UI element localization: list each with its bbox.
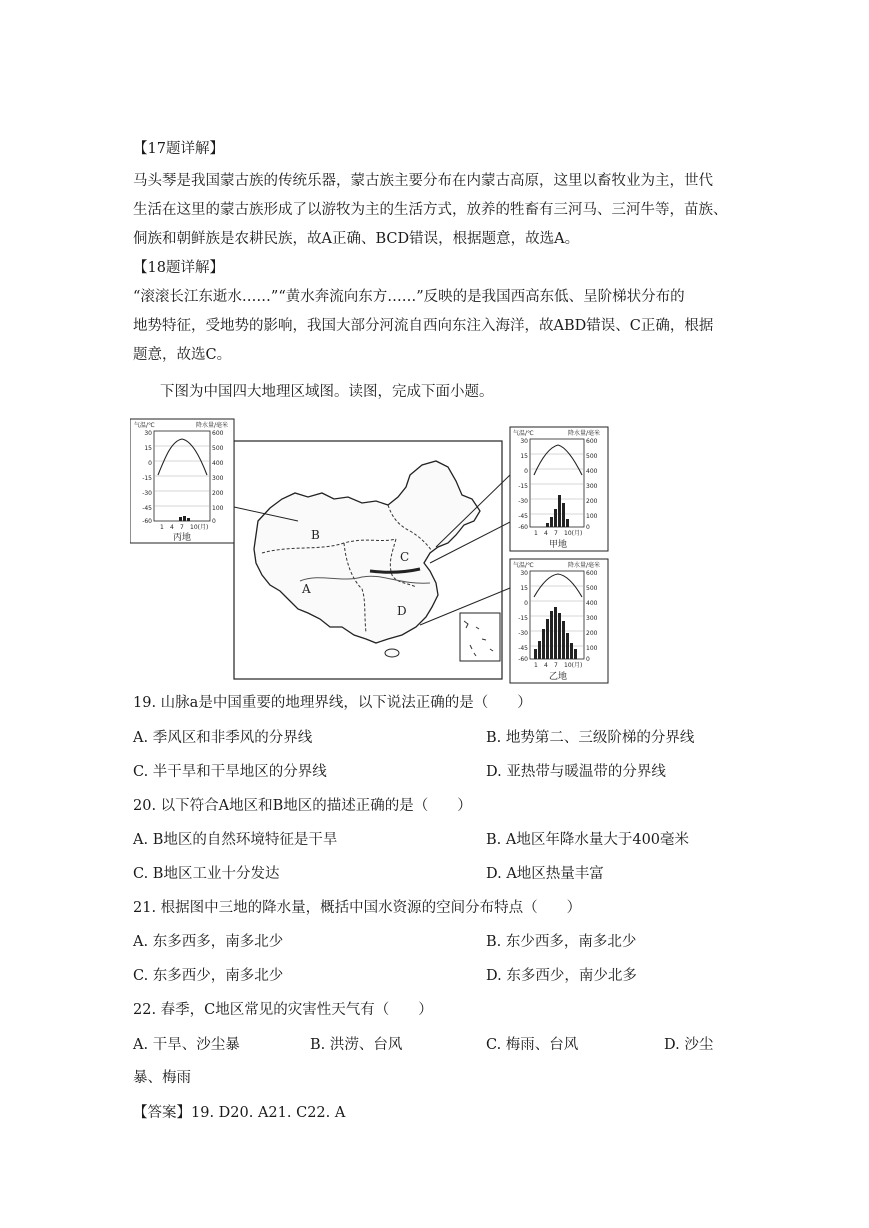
q22-option-c[interactable]: C. 梅雨、台风	[486, 1037, 579, 1053]
svg-text:600: 600	[212, 430, 224, 437]
q19-stem: 19. 山脉a是中国重要的地理界线，以下说法正确的是（ ）	[133, 695, 532, 711]
q21-option-d[interactable]: D. 东多西少，南少北多	[486, 968, 637, 984]
chart-yi-caption: 乙地	[548, 672, 568, 682]
svg-text:400: 400	[212, 460, 224, 467]
svg-text:400: 400	[586, 600, 598, 607]
svg-text:200: 200	[212, 490, 224, 497]
svg-text:30: 30	[520, 570, 528, 577]
svg-text:气温/℃: 气温/℃	[513, 430, 534, 437]
svg-text:7: 7	[180, 524, 184, 531]
svg-text:-60: -60	[142, 518, 152, 525]
q22-option-d-wrap: 暴、梅雨	[133, 1070, 191, 1086]
svg-text:15: 15	[520, 585, 528, 592]
q17-line-2: 生活在这里的蒙古族形成了以游牧为主的生活方式，放养的牲畜有三河马、三河牛等，苗族、	[133, 202, 728, 218]
q20-option-c[interactable]: C. B地区工业十分发达	[133, 866, 280, 882]
q21-stem: 21. 根据图中三地的降水量，概括中国水资源的空间分布特点（ ）	[133, 900, 582, 916]
svg-text:-60: -60	[518, 656, 528, 663]
svg-text:0: 0	[148, 460, 152, 467]
region-label-b: B	[311, 528, 320, 542]
q18-line-2: 地势特征，受地势的影响，我国大部分河流自西向东注入海洋，故ABD错误、C正确，根据	[133, 318, 714, 334]
svg-text:100: 100	[586, 645, 598, 652]
svg-text:降水量/毫米: 降水量/毫米	[568, 562, 601, 569]
svg-text:-15: -15	[142, 475, 152, 482]
svg-text:1: 1	[160, 524, 164, 531]
svg-text:100: 100	[586, 513, 598, 520]
svg-text:1: 1	[534, 662, 538, 669]
q19-option-b[interactable]: B. 地势第二、三级阶梯的分界线	[486, 730, 695, 746]
region-label-c: C	[400, 550, 410, 564]
figure-intro: 下图为中国四大地理区域图。读图，完成下面小题。	[160, 384, 494, 400]
svg-text:降水量/毫米: 降水量/毫米	[568, 430, 601, 437]
climate-chart-bing	[130, 419, 234, 543]
q20-stem: 20. 以下符合A地区和B地区的描述正确的是（ ）	[133, 798, 472, 814]
svg-text:0: 0	[524, 468, 528, 475]
svg-text:气温/℃: 气温/℃	[513, 562, 534, 569]
svg-text:300: 300	[586, 483, 598, 490]
china-regions-figure	[130, 413, 610, 685]
svg-text:500: 500	[586, 585, 598, 592]
q20-option-b[interactable]: B. A地区年降水量大于400毫米	[486, 832, 690, 848]
svg-text:200: 200	[586, 498, 598, 505]
q17-line-3: 侗族和朝鲜族是农耕民族，故A正确、BCD错误，根据题意，故选A。	[133, 231, 580, 247]
q18-line-3: 题意，故选C。	[133, 347, 232, 363]
svg-text:4: 4	[544, 530, 548, 537]
chart-bing-caption: 丙地	[172, 533, 192, 543]
svg-text:-30: -30	[518, 630, 528, 637]
chart-bing-left-title: 气温/℃	[134, 422, 155, 429]
svg-text:10(月): 10(月)	[564, 530, 583, 537]
q17-line-1: 马头琴是我国蒙古族的传统乐器，蒙古族主要分布在内蒙古高原，这里以畜牧业为主，世代	[133, 173, 713, 189]
svg-text:600: 600	[586, 570, 598, 577]
svg-text:-30: -30	[518, 498, 528, 505]
svg-text:10(月): 10(月)	[190, 524, 209, 531]
svg-text:30: 30	[144, 430, 152, 437]
svg-text:400: 400	[586, 468, 598, 475]
svg-text:-15: -15	[518, 483, 528, 490]
region-label-a: A	[302, 582, 311, 596]
q20-option-d[interactable]: D. A地区热量丰富	[486, 866, 604, 882]
q22-option-d[interactable]: D. 沙尘	[664, 1037, 714, 1053]
svg-text:-60: -60	[518, 524, 528, 531]
svg-text:200: 200	[586, 630, 598, 637]
svg-text:500: 500	[586, 453, 598, 460]
q21-option-a[interactable]: A. 东多西多，南多北少	[133, 934, 284, 950]
q18-line-1: “滚滚长江东逝水……”“黄水奔流向东方……”反映的是我国西高东低、呈阶梯状分布的	[133, 289, 685, 305]
chart-jia-caption: 甲地	[548, 540, 568, 550]
svg-text:4: 4	[170, 524, 174, 531]
svg-text:500: 500	[212, 445, 224, 452]
svg-text:600: 600	[586, 438, 598, 445]
svg-text:15: 15	[144, 445, 152, 452]
q19-option-d[interactable]: D. 亚热带与暖温带的分界线	[486, 764, 666, 780]
svg-text:0: 0	[524, 600, 528, 607]
q22-stem: 22. 春季，C地区常见的灾害性天气有（ ）	[133, 1002, 433, 1018]
q21-option-b[interactable]: B. 东少西多，南多北少	[486, 934, 637, 950]
svg-text:-15: -15	[518, 615, 528, 622]
svg-text:0: 0	[212, 518, 216, 525]
q18-header: 【18题详解】	[133, 260, 224, 276]
svg-text:1: 1	[534, 530, 538, 537]
chart-bing-right-title: 降水量/毫米	[196, 422, 229, 429]
climate-chart-yi	[510, 559, 608, 683]
svg-text:-45: -45	[142, 505, 152, 512]
q20-option-a[interactable]: A. B地区的自然环境特征是干旱	[133, 832, 338, 848]
svg-text:0: 0	[586, 524, 590, 531]
svg-text:-45: -45	[518, 645, 528, 652]
svg-text:-30: -30	[142, 490, 152, 497]
q22-option-a[interactable]: A. 干旱、沙尘暴	[133, 1037, 240, 1053]
q21-option-c[interactable]: C. 东多西少，南多北少	[133, 968, 284, 984]
q17-header: 【17题详解】	[133, 141, 224, 157]
svg-text:4: 4	[544, 662, 548, 669]
region-label-d: D	[397, 604, 407, 618]
svg-text:100: 100	[212, 505, 224, 512]
svg-text:15: 15	[520, 453, 528, 460]
svg-text:7: 7	[554, 530, 558, 537]
q22-option-b[interactable]: B. 洪涝、台风	[310, 1037, 403, 1053]
svg-text:7: 7	[554, 662, 558, 669]
svg-text:300: 300	[212, 475, 224, 482]
q19-option-a[interactable]: A. 季风区和非季风的分界线	[133, 730, 313, 746]
climate-chart-jia	[510, 427, 608, 551]
svg-text:30: 30	[520, 438, 528, 445]
svg-text:-45: -45	[518, 513, 528, 520]
q19-option-c[interactable]: C. 半干旱和干旱地区的分界线	[133, 764, 327, 780]
svg-text:300: 300	[586, 615, 598, 622]
answer-line: 【答案】19. D20. A21. C22. A	[133, 1105, 346, 1121]
svg-text:0: 0	[586, 656, 590, 663]
svg-text:10(月): 10(月)	[564, 662, 583, 669]
